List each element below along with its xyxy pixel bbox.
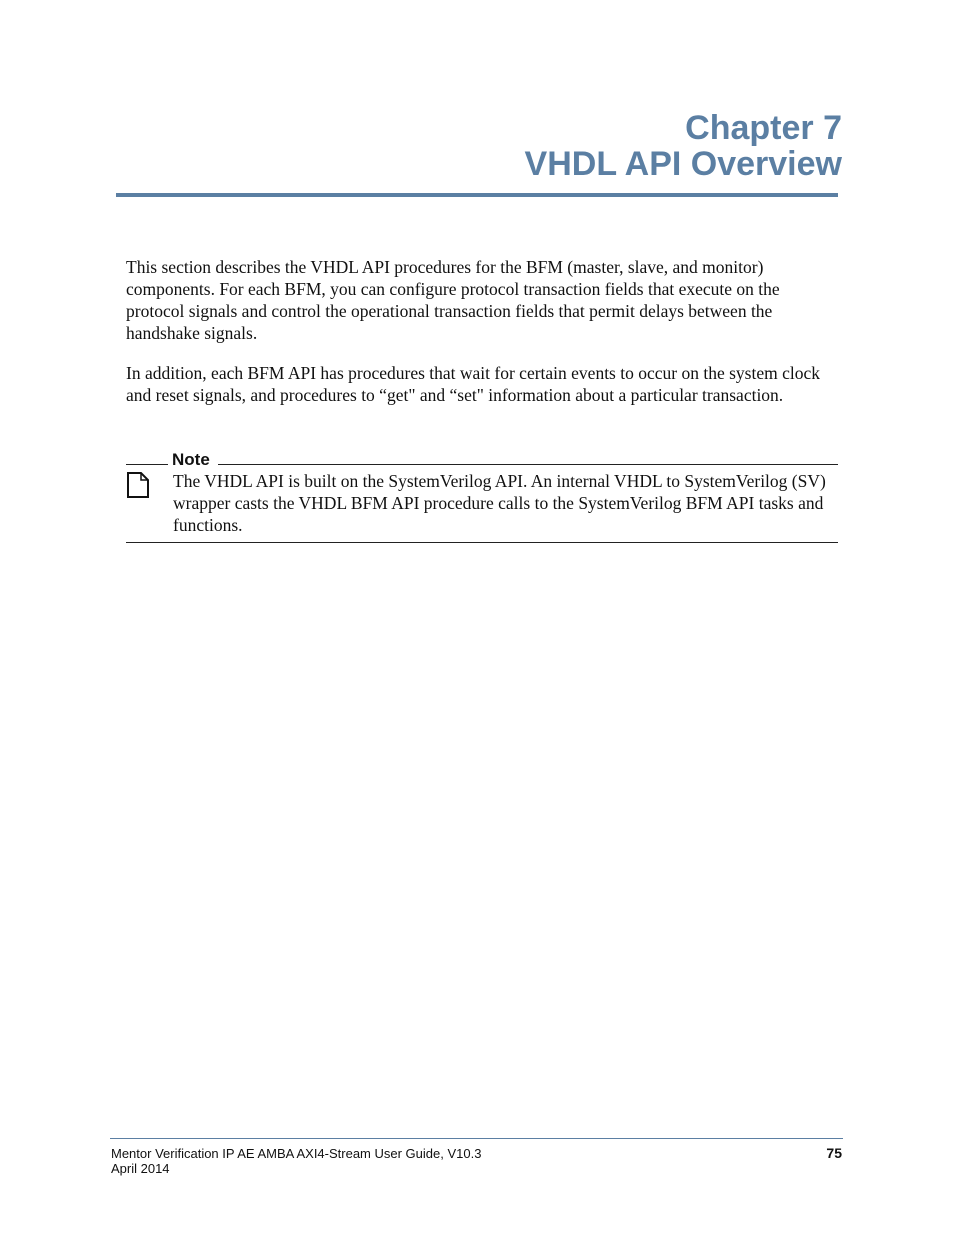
chapter-title: VHDL API Overview — [524, 145, 842, 183]
note-top-rule-right — [218, 464, 838, 465]
chapter-number: Chapter 7 — [685, 109, 842, 147]
page-icon — [126, 472, 150, 498]
events-paragraph: In addition, each BFM API has procedures that wait for certain events to occur on the system clock and reset signals, and procedures to “get" and “set" information about a particular transaction. — [126, 363, 820, 405]
note-label: Note — [172, 450, 210, 469]
footer-divider — [110, 1138, 843, 1139]
intro-paragraph: This section describes the VHDL API procedures for the BFM (master, slave, and monitor) components. For each BFM, you can configure protocol transaction fields that execute on the protocol signals and control the operational transaction fields that permit delays between the handshake signals. — [126, 257, 780, 343]
chapter-divider — [116, 193, 838, 197]
chapter-heading — [116, 110, 842, 182]
footer-date: April 2014 — [111, 1161, 170, 1176]
note-bottom-rule — [126, 542, 838, 543]
page-number: 75 — [826, 1145, 842, 1161]
note-text: The VHDL API is built on the SystemVerilog API. An internal VHDL to SystemVerilog (SV) wrapper casts the VHDL BFM API procedure calls to the SystemVerilog BFM API tasks and functions. — [173, 471, 826, 535]
note-top-rule-left — [126, 464, 168, 465]
footer-document-title: Mentor Verification IP AE AMBA AXI4-Stream User Guide, V10.3 — [111, 1146, 482, 1161]
